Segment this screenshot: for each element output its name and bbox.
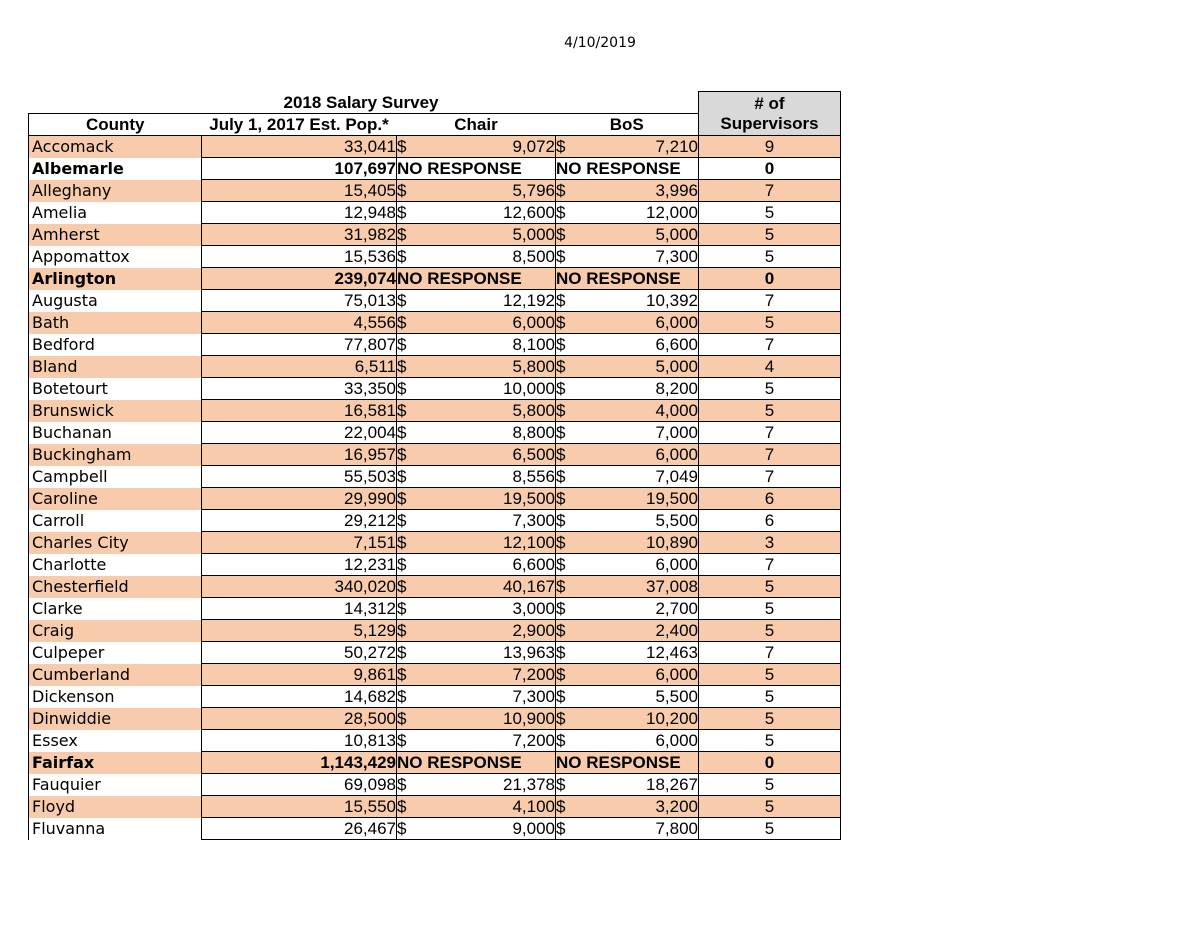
supervisors-count: 5 <box>699 246 841 268</box>
chair-currency-symbol: $ <box>397 796 411 818</box>
county-name: Caroline <box>29 488 202 510</box>
bos-salary: 5,000 <box>570 356 699 378</box>
county-name: Fluvanna <box>29 818 202 840</box>
chair-currency-symbol: $ <box>397 774 411 796</box>
supervisors-count: 7 <box>699 422 841 444</box>
chair-salary: 40,167 <box>411 576 556 598</box>
county-name: Alleghany <box>29 180 202 202</box>
chair-salary: 7,200 <box>411 730 556 752</box>
county-column-header: County <box>29 114 202 136</box>
chair-currency-symbol: $ <box>397 598 411 620</box>
bos-salary: 6,000 <box>570 664 699 686</box>
county-name: Dickenson <box>29 686 202 708</box>
supervisors-count: 9 <box>699 136 841 158</box>
bos-currency-symbol: $ <box>556 224 570 246</box>
table-row <box>29 290 841 312</box>
table-row <box>29 642 841 664</box>
population-value: 75,013 <box>202 290 397 312</box>
table-row <box>29 136 841 158</box>
supervisors-count: 0 <box>699 752 841 774</box>
bos-currency-symbol: $ <box>556 554 570 576</box>
chair-salary: 8,556 <box>411 466 556 488</box>
supervisors-count: 6 <box>699 510 841 532</box>
county-name: Essex <box>29 730 202 752</box>
table-row <box>29 818 841 840</box>
chair-currency-symbol: $ <box>397 686 411 708</box>
chair-currency-symbol: $ <box>397 818 411 840</box>
table-row <box>29 598 841 620</box>
county-name: Dinwiddie <box>29 708 202 730</box>
county-name: Amelia <box>29 202 202 224</box>
population-value: 77,807 <box>202 334 397 356</box>
supervisors-count: 7 <box>699 466 841 488</box>
population-value: 33,041 <box>202 136 397 158</box>
table-row <box>29 510 841 532</box>
chair-currency-symbol: $ <box>397 290 411 312</box>
population-value: 22,004 <box>202 422 397 444</box>
supervisors-count: 3 <box>699 532 841 554</box>
chair-salary: 4,100 <box>411 796 556 818</box>
chair-salary: 6,500 <box>411 444 556 466</box>
population-value: 12,231 <box>202 554 397 576</box>
supervisors-count: 7 <box>699 642 841 664</box>
county-name: Accomack <box>29 136 202 158</box>
chair-no-response: NO RESPONSE <box>397 158 556 180</box>
supervisors-count: 5 <box>699 686 841 708</box>
county-name: Buchanan <box>29 422 202 444</box>
population-value: 5,129 <box>202 620 397 642</box>
population-value: 29,990 <box>202 488 397 510</box>
column-header-row <box>29 114 841 136</box>
population-value: 29,212 <box>202 510 397 532</box>
population-value: 12,948 <box>202 202 397 224</box>
table-row <box>29 268 841 290</box>
chair-currency-symbol: $ <box>397 444 411 466</box>
chair-currency-symbol: $ <box>397 466 411 488</box>
chair-column-header: Chair <box>397 114 556 136</box>
bos-currency-symbol: $ <box>556 642 570 664</box>
bos-salary: 6,000 <box>570 730 699 752</box>
table-row <box>29 224 841 246</box>
population-value: 10,813 <box>202 730 397 752</box>
bos-currency-symbol: $ <box>556 356 570 378</box>
chair-currency-symbol: $ <box>397 708 411 730</box>
supervisors-count: 0 <box>699 158 841 180</box>
chair-currency-symbol: $ <box>397 642 411 664</box>
chair-no-response: NO RESPONSE <box>397 268 556 290</box>
population-value: 15,405 <box>202 180 397 202</box>
population-value: 16,957 <box>202 444 397 466</box>
county-name: Clarke <box>29 598 202 620</box>
table-row <box>29 664 841 686</box>
population-value: 55,503 <box>202 466 397 488</box>
supervisors-count: 5 <box>699 312 841 334</box>
population-value: 9,861 <box>202 664 397 686</box>
bos-currency-symbol: $ <box>556 576 570 598</box>
chair-salary: 7,300 <box>411 510 556 532</box>
document-date: 4/10/2019 <box>564 35 636 51</box>
bos-currency-symbol: $ <box>556 422 570 444</box>
bos-salary: 5,500 <box>570 510 699 532</box>
chair-salary: 5,796 <box>411 180 556 202</box>
supervisors-count: 7 <box>699 180 841 202</box>
county-name: Bland <box>29 356 202 378</box>
county-name: Craig <box>29 620 202 642</box>
supervisors-header-line1: # of <box>699 92 841 114</box>
county-name: Fairfax <box>29 752 202 774</box>
chair-salary: 12,192 <box>411 290 556 312</box>
table-row <box>29 708 841 730</box>
bos-currency-symbol: $ <box>556 334 570 356</box>
bos-currency-symbol: $ <box>556 730 570 752</box>
population-value: 26,467 <box>202 818 397 840</box>
bos-salary: 5,000 <box>570 224 699 246</box>
chair-currency-symbol: $ <box>397 422 411 444</box>
supervisors-count: 5 <box>699 708 841 730</box>
bos-salary: 10,890 <box>570 532 699 554</box>
population-value: 6,511 <box>202 356 397 378</box>
table-row <box>29 400 841 422</box>
chair-salary: 7,200 <box>411 664 556 686</box>
chair-currency-symbol: $ <box>397 620 411 642</box>
population-value: 33,350 <box>202 378 397 400</box>
chair-salary: 10,000 <box>411 378 556 400</box>
table-row <box>29 796 841 818</box>
chair-currency-symbol: $ <box>397 246 411 268</box>
population-value: 50,272 <box>202 642 397 664</box>
chair-currency-symbol: $ <box>397 664 411 686</box>
population-value: 107,697 <box>202 158 397 180</box>
bos-currency-symbol: $ <box>556 312 570 334</box>
county-name: Carroll <box>29 510 202 532</box>
supervisors-count: 7 <box>699 334 841 356</box>
county-name: Arlington <box>29 268 202 290</box>
bos-salary: 18,267 <box>570 774 699 796</box>
chair-salary: 6,600 <box>411 554 556 576</box>
supervisors-count: 5 <box>699 598 841 620</box>
chair-currency-symbol: $ <box>397 532 411 554</box>
population-value: 31,982 <box>202 224 397 246</box>
table-row <box>29 774 841 796</box>
title-row <box>29 92 841 114</box>
chair-currency-symbol: $ <box>397 378 411 400</box>
table-row <box>29 576 841 598</box>
bos-salary: 10,200 <box>570 708 699 730</box>
bos-no-response: NO RESPONSE <box>556 158 699 180</box>
bos-currency-symbol: $ <box>556 444 570 466</box>
supervisors-count: 5 <box>699 400 841 422</box>
supervisors-count: 7 <box>699 290 841 312</box>
table-row <box>29 752 841 774</box>
chair-currency-symbol: $ <box>397 576 411 598</box>
chair-salary: 7,300 <box>411 686 556 708</box>
bos-salary: 2,700 <box>570 598 699 620</box>
bos-no-response: NO RESPONSE <box>556 752 699 774</box>
supervisors-count: 4 <box>699 356 841 378</box>
supervisors-count: 7 <box>699 444 841 466</box>
chair-salary: 13,963 <box>411 642 556 664</box>
chair-currency-symbol: $ <box>397 180 411 202</box>
county-name: Cumberland <box>29 664 202 686</box>
table-row <box>29 466 841 488</box>
county-name: Culpeper <box>29 642 202 664</box>
population-value: 1,143,429 <box>202 752 397 774</box>
survey-title: 2018 Salary Survey <box>283 93 439 112</box>
population-value: 340,020 <box>202 576 397 598</box>
supervisors-count: 5 <box>699 202 841 224</box>
supervisors-count: 5 <box>699 664 841 686</box>
bos-salary: 3,996 <box>570 180 699 202</box>
county-name: Augusta <box>29 290 202 312</box>
table-row <box>29 686 841 708</box>
bos-salary: 8,200 <box>570 378 699 400</box>
bos-salary: 6,000 <box>570 554 699 576</box>
supervisors-count: 5 <box>699 818 841 840</box>
supervisors-count: 5 <box>699 730 841 752</box>
table-row <box>29 202 841 224</box>
bos-salary: 7,000 <box>570 422 699 444</box>
bos-no-response: NO RESPONSE <box>556 268 699 290</box>
chair-currency-symbol: $ <box>397 312 411 334</box>
bos-currency-symbol: $ <box>556 774 570 796</box>
bos-currency-symbol: $ <box>556 598 570 620</box>
chair-salary: 2,900 <box>411 620 556 642</box>
chair-salary: 9,072 <box>411 136 556 158</box>
table-row <box>29 532 841 554</box>
bos-currency-symbol: $ <box>556 488 570 510</box>
bos-salary: 19,500 <box>570 488 699 510</box>
population-value: 15,550 <box>202 796 397 818</box>
chair-no-response: NO RESPONSE <box>397 752 556 774</box>
chair-currency-symbol: $ <box>397 334 411 356</box>
chair-salary: 6,000 <box>411 312 556 334</box>
chair-currency-symbol: $ <box>397 510 411 532</box>
bos-currency-symbol: $ <box>556 818 570 840</box>
county-name: Bedford <box>29 334 202 356</box>
county-name: Albemarle <box>29 158 202 180</box>
chair-currency-symbol: $ <box>397 202 411 224</box>
chair-salary: 12,100 <box>411 532 556 554</box>
chair-currency-symbol: $ <box>397 730 411 752</box>
table-row <box>29 180 841 202</box>
bos-currency-symbol: $ <box>556 202 570 224</box>
population-value: 14,312 <box>202 598 397 620</box>
bos-salary: 10,392 <box>570 290 699 312</box>
table-row <box>29 444 841 466</box>
county-name: Bath <box>29 312 202 334</box>
population-value: 28,500 <box>202 708 397 730</box>
bos-currency-symbol: $ <box>556 686 570 708</box>
county-name: Fauquier <box>29 774 202 796</box>
table-row <box>29 158 841 180</box>
bos-salary: 12,000 <box>570 202 699 224</box>
table-row <box>29 334 841 356</box>
supervisors-header-line2: Supervisors <box>699 114 841 136</box>
supervisors-count: 5 <box>699 620 841 642</box>
county-name: Botetourt <box>29 378 202 400</box>
bos-currency-symbol: $ <box>556 136 570 158</box>
table-row <box>29 488 841 510</box>
chair-currency-symbol: $ <box>397 136 411 158</box>
population-value: 7,151 <box>202 532 397 554</box>
salary-survey-table <box>28 91 841 840</box>
supervisors-count: 5 <box>699 796 841 818</box>
supervisors-count: 7 <box>699 554 841 576</box>
bos-salary: 4,000 <box>570 400 699 422</box>
supervisors-count: 5 <box>699 576 841 598</box>
bos-currency-symbol: $ <box>556 290 570 312</box>
population-value: 15,536 <box>202 246 397 268</box>
chair-salary: 9,000 <box>411 818 556 840</box>
bos-currency-symbol: $ <box>556 246 570 268</box>
county-name: Chesterfield <box>29 576 202 598</box>
bos-column-header: BoS <box>556 114 699 136</box>
table-row <box>29 378 841 400</box>
bos-currency-symbol: $ <box>556 466 570 488</box>
population-value: 4,556 <box>202 312 397 334</box>
county-name: Campbell <box>29 466 202 488</box>
county-name: Amherst <box>29 224 202 246</box>
bos-currency-symbol: $ <box>556 532 570 554</box>
chair-salary: 19,500 <box>411 488 556 510</box>
bos-currency-symbol: $ <box>556 664 570 686</box>
table-row <box>29 246 841 268</box>
population-value: 69,098 <box>202 774 397 796</box>
chair-currency-symbol: $ <box>397 488 411 510</box>
population-value: 16,581 <box>202 400 397 422</box>
bos-salary: 37,008 <box>570 576 699 598</box>
chair-salary: 21,378 <box>411 774 556 796</box>
bos-salary: 7,300 <box>570 246 699 268</box>
chair-salary: 12,600 <box>411 202 556 224</box>
bos-salary: 5,500 <box>570 686 699 708</box>
supervisors-count: 5 <box>699 224 841 246</box>
bos-currency-symbol: $ <box>556 708 570 730</box>
bos-salary: 7,210 <box>570 136 699 158</box>
chair-salary: 5,800 <box>411 400 556 422</box>
bos-salary: 6,000 <box>570 312 699 334</box>
bos-currency-symbol: $ <box>556 796 570 818</box>
chair-salary: 5,000 <box>411 224 556 246</box>
population-column-header: July 1, 2017 Est. Pop.* <box>202 114 397 136</box>
table-row <box>29 554 841 576</box>
county-name: Charles City <box>29 532 202 554</box>
bos-currency-symbol: $ <box>556 378 570 400</box>
table-row <box>29 312 841 334</box>
county-name: Charlotte <box>29 554 202 576</box>
supervisors-count: 5 <box>699 774 841 796</box>
county-name: Brunswick <box>29 400 202 422</box>
supervisors-count: 6 <box>699 488 841 510</box>
chair-salary: 8,800 <box>411 422 556 444</box>
bos-salary: 7,049 <box>570 466 699 488</box>
table-row <box>29 422 841 444</box>
bos-salary: 2,400 <box>570 620 699 642</box>
population-value: 14,682 <box>202 686 397 708</box>
chair-currency-symbol: $ <box>397 554 411 576</box>
chair-currency-symbol: $ <box>397 356 411 378</box>
bos-salary: 12,463 <box>570 642 699 664</box>
bos-salary: 6,000 <box>570 444 699 466</box>
bos-currency-symbol: $ <box>556 620 570 642</box>
chair-salary: 3,000 <box>411 598 556 620</box>
bos-currency-symbol: $ <box>556 400 570 422</box>
chair-currency-symbol: $ <box>397 224 411 246</box>
bos-salary: 6,600 <box>570 334 699 356</box>
bos-currency-symbol: $ <box>556 510 570 532</box>
chair-salary: 8,500 <box>411 246 556 268</box>
chair-currency-symbol: $ <box>397 400 411 422</box>
table-row <box>29 730 841 752</box>
chair-salary: 8,100 <box>411 334 556 356</box>
county-name: Buckingham <box>29 444 202 466</box>
bos-currency-symbol: $ <box>556 180 570 202</box>
chair-salary: 5,800 <box>411 356 556 378</box>
bos-salary: 3,200 <box>570 796 699 818</box>
county-name: Appomattox <box>29 246 202 268</box>
supervisors-count: 0 <box>699 268 841 290</box>
supervisors-count: 5 <box>699 378 841 400</box>
chair-salary: 10,900 <box>411 708 556 730</box>
table-row <box>29 356 841 378</box>
county-name: Floyd <box>29 796 202 818</box>
bos-salary: 7,800 <box>570 818 699 840</box>
table-row <box>29 620 841 642</box>
population-value: 239,074 <box>202 268 397 290</box>
